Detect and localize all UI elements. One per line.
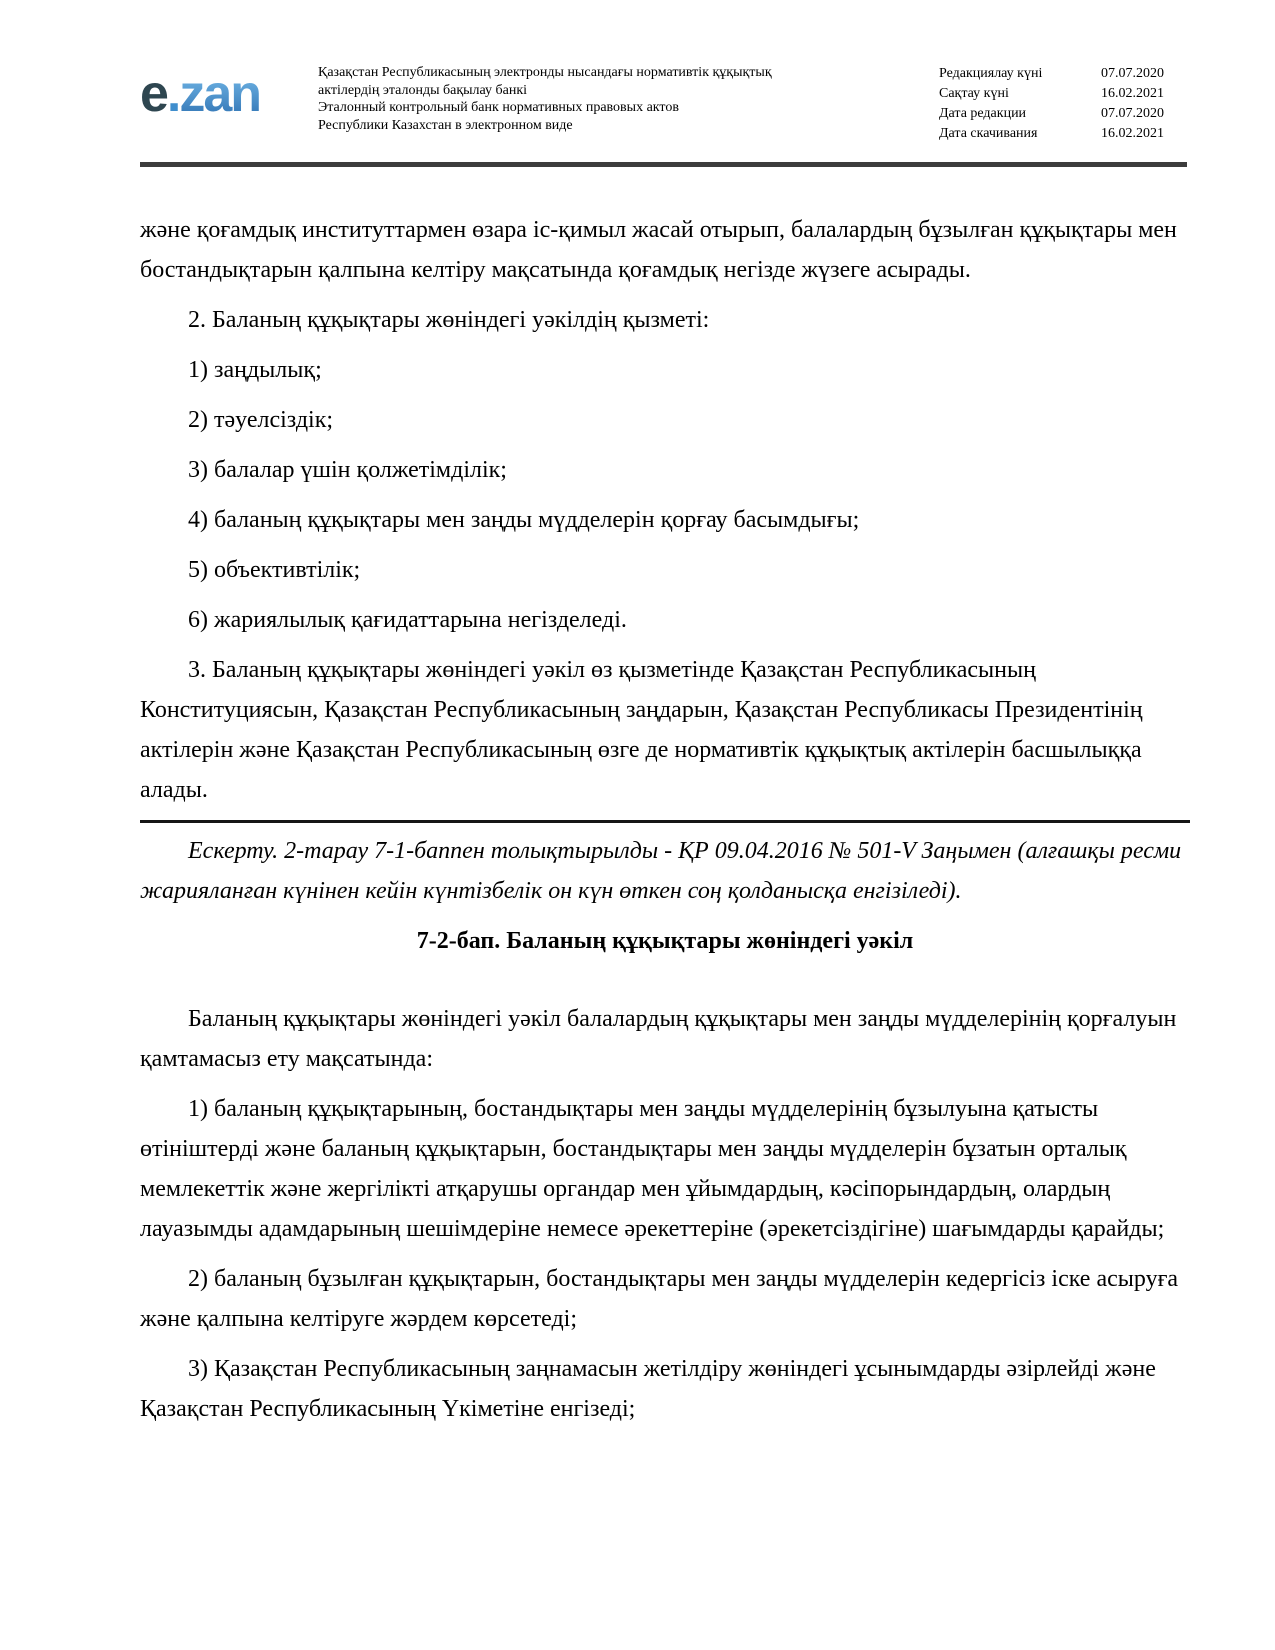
org-title-line: актілердің эталонды бақылау банкі bbox=[318, 82, 528, 98]
list-item: 2) тәуелсіздік; bbox=[188, 407, 334, 433]
list-item: 2) баланың бұзылған құқықтарын, бостандықтары мен заңды мүдделерін кедергісіз іске асыруға және қалпына келтіруге жәрдем көрсетеді; bbox=[140, 1266, 1179, 1332]
header-divider bbox=[140, 162, 1187, 167]
meta-value: 16.02.2021 bbox=[1101, 126, 1164, 141]
list-item: 3) балалар үшін қолжетімділік; bbox=[188, 457, 507, 483]
list-item: 4) баланың құқықтары мен заңды мүдделерін қорғау басымдығы; bbox=[188, 507, 860, 533]
article-heading: 7-2-бап. Баланың құқықтары жөніндегі уәкіл bbox=[416, 928, 914, 954]
section-divider bbox=[140, 820, 1190, 823]
meta-row bbox=[939, 124, 1187, 144]
meta-value: 16.02.2021 bbox=[1101, 86, 1164, 101]
paragraph: 3. Баланың құқықтары жөніндегі уәкіл өз қызметінде Қазақстан Республикасының Конституциясын, Қазақстан Республикасының заңдарын, Қазақстан Республикасы Президентінің актілерін және Қазақстан Республикасының өзге де нормативтік құқықтық актілерін басшылыққа алады. bbox=[140, 657, 1143, 803]
amendment-note: Ескерту. 2-тарау 7-1-баппен толықтырылды - ҚР 09.04.2016 № 501-V Заңымен (алғашқы ресми жарияланған күнінен кейін күнтізбелік он күн өткен соң қолданысқа енгізіледі). bbox=[140, 838, 1182, 904]
meta-value: 07.07.2020 bbox=[1101, 106, 1164, 121]
ezan-logo bbox=[140, 64, 318, 124]
org-title-line: Республики Казахстан в электронном виде bbox=[318, 117, 573, 133]
org-title bbox=[318, 58, 910, 134]
meta-label: Редакциялау күні bbox=[939, 66, 1043, 81]
list-item: 3) Қазақстан Республикасының заңнамасын жетілдіру жөніндегі ұсынымдарды әзірлейді және Қазақстан Республикасының Үкіметіне енгізеді; bbox=[140, 1356, 1156, 1422]
list-item: 6) жариялылық қағидаттарына негізделеді. bbox=[188, 607, 627, 633]
meta-row bbox=[939, 64, 1187, 84]
list-item: 5) объективтілік; bbox=[188, 557, 361, 583]
page-header bbox=[140, 58, 1187, 144]
list-item: 1) баланың құқықтарының, бостандықтары мен заңды мүдделерінің бұзылуына қатысты өтініштерді және баланың құқықтарын, бостандықтары мен заңды мүдделерін бұзатын орталық мемлекеттік және жергілікті атқарушы органдар мен ұйымдардың, кәсіпорындардың, олардың лауазымды адамдарының шешімдеріне немесе әрекеттеріне (әрекетсіздігіне) шағымдарды қарайды; bbox=[140, 1096, 1165, 1242]
paragraph: Баланың құқықтары жөніндегі уәкіл балалардың құқықтары мен заңды мүдделерінің қорғалуын қамтамасыз ету мақсатында: bbox=[140, 1006, 1177, 1072]
document-dates bbox=[939, 58, 1187, 144]
logo-letter-e: e bbox=[140, 65, 167, 123]
meta-value: 07.07.2020 bbox=[1101, 66, 1164, 81]
list-item: 1) заңдылық; bbox=[188, 357, 322, 383]
logo-dot: . bbox=[166, 65, 180, 123]
org-title-line: Эталонный контрольный банк нормативных правовых актов bbox=[318, 100, 679, 115]
logo-text-zan: zan bbox=[179, 65, 261, 123]
meta-label: Дата скачивания bbox=[939, 126, 1038, 141]
meta-label: Дата редакции bbox=[939, 106, 1027, 121]
paragraph: және қоғамдық институттармен өзара іс-қимыл жасай отырып, балалардың бұзылған құқықтары мен бостандықтарын қалпына келтіру мақсатында қоғамдық негізде жүзеге асырады. bbox=[140, 217, 1177, 283]
paragraph: 2. Баланың құқықтары жөніндегі уәкілдің қызметі: bbox=[188, 307, 710, 333]
document-body bbox=[140, 210, 1190, 1439]
meta-row bbox=[939, 104, 1187, 124]
meta-row bbox=[939, 84, 1187, 104]
org-title-line: Қазақстан Республикасының электронды нысандағы нормативтік құқықтық bbox=[318, 65, 772, 80]
meta-label: Сақтау күні bbox=[939, 86, 1009, 101]
